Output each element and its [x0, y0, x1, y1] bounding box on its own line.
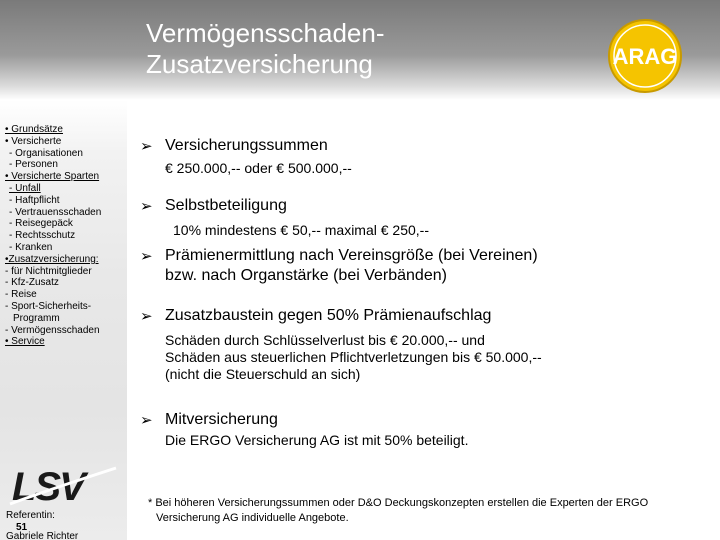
- referent-name: Gabriele Richter: [6, 531, 79, 540]
- nav-item-unfall[interactable]: - Unfall: [9, 182, 41, 194]
- section-title: Selbstbeteiligung: [165, 197, 287, 214]
- nav-item-service[interactable]: • Service: [5, 336, 45, 348]
- nav-item-vertrauensschaden: - Vertrauensschaden: [9, 206, 102, 218]
- nav-item-kfz-zusatz: - Kfz-Zusatz: [5, 277, 59, 289]
- nav-item-grundsaetze[interactable]: • Grundsätze: [5, 124, 63, 135]
- nav-item-zusatzversicherung[interactable]: •Zusatzversicherung:: [5, 253, 99, 265]
- section-text-1: Schäden durch Schlüsselverlust bis € 20.000,-- und: [165, 332, 485, 348]
- section-text: Die ERGO Versicherung AG ist mit 50% beteiligt.: [165, 432, 469, 448]
- section-mitversicherung: [140, 410, 468, 449]
- referent-label: Referentin:: [6, 510, 55, 521]
- section-title: Zusatzbaustein gegen 50% Prämienaufschlag: [165, 307, 492, 324]
- arrow-bullet-icon: ➢: [140, 198, 153, 215]
- slide-title: [146, 18, 566, 80]
- section-text: € 250.000,-- oder € 500.000,--: [165, 160, 352, 176]
- nav-item-reise: - Reise: [5, 289, 37, 301]
- nav-item-nichtmitglieder: - für Nichtmitglieder: [5, 265, 92, 277]
- nav-item-kranken: - Kranken: [9, 241, 53, 253]
- section-text-3: (nicht die Steuerschuld an sich): [165, 366, 361, 382]
- section-title: Versicherungssummen: [165, 137, 328, 154]
- arrow-bullet-icon: ➢: [140, 138, 153, 155]
- arrow-bullet-icon: ➢: [140, 248, 153, 265]
- slide-header: [0, 0, 720, 100]
- section-title-rest: nach Vereinsgröße (bei Vereinen): [294, 247, 538, 264]
- section-text: 10% mindestens € 50,-- maximal € 250,--: [173, 222, 429, 238]
- lsv-logo-text: LSV: [12, 465, 84, 508]
- section-versicherungssummen: [140, 136, 352, 177]
- title-line-2: Zusatzversicherung: [146, 49, 373, 79]
- nav-item-personen: - Personen: [9, 159, 58, 171]
- section-selbstbeteiligung: [140, 196, 429, 239]
- title-line-1: Vermögensschaden-: [146, 18, 385, 48]
- section-zusatzbaustein: [140, 306, 542, 383]
- nav-item-rechtsschutz: - Rechtsschutz: [9, 230, 76, 242]
- page-number: 51: [16, 522, 28, 533]
- nav-item-sport-sicherheits: - Sport-Sicherheits-: [5, 300, 92, 312]
- arrow-bullet-icon: ➢: [140, 308, 153, 325]
- footnote: [148, 496, 708, 526]
- section-title-bold: Prämienermittlung: [165, 247, 295, 264]
- nav-item-programm: Programm: [13, 312, 60, 324]
- arag-logo-text: ARAG: [612, 44, 678, 69]
- arrow-bullet-icon: ➢: [140, 412, 153, 429]
- arag-logo: [607, 18, 683, 94]
- nav-item-versicherte: • Versicherte: [5, 135, 62, 147]
- lsv-logo: [8, 460, 120, 508]
- section-praemienermittlung: [140, 246, 538, 286]
- nav-item-vermoegensschaden: - Vermögensschaden: [5, 324, 100, 336]
- footnote-line-2: Versicherung AG individuelle Angebote.: [156, 512, 349, 524]
- section-title: Mitversicherung: [165, 411, 278, 428]
- nav-item-haftpflicht: - Haftpflicht: [9, 194, 60, 206]
- nav-item-reisegepaeck: - Reisegepäck: [9, 218, 73, 230]
- footnote-line-1: * Bei höheren Versicherungssummen oder D&O Deckungskonzepten erstellen die Experten der ERGO: [148, 497, 649, 509]
- nav-item-versicherte-sparten[interactable]: • Versicherte Sparten: [5, 171, 100, 183]
- nav-item-organisationen: - Organisationen: [9, 147, 83, 159]
- section-title-line-2: bzw. nach Organstärke (bei Verbänden): [165, 267, 447, 284]
- section-text-2: Schäden aus steuerlichen Pflichtverletzungen bis € 50.000,--: [165, 349, 542, 365]
- sidebar-nav: [5, 124, 125, 348]
